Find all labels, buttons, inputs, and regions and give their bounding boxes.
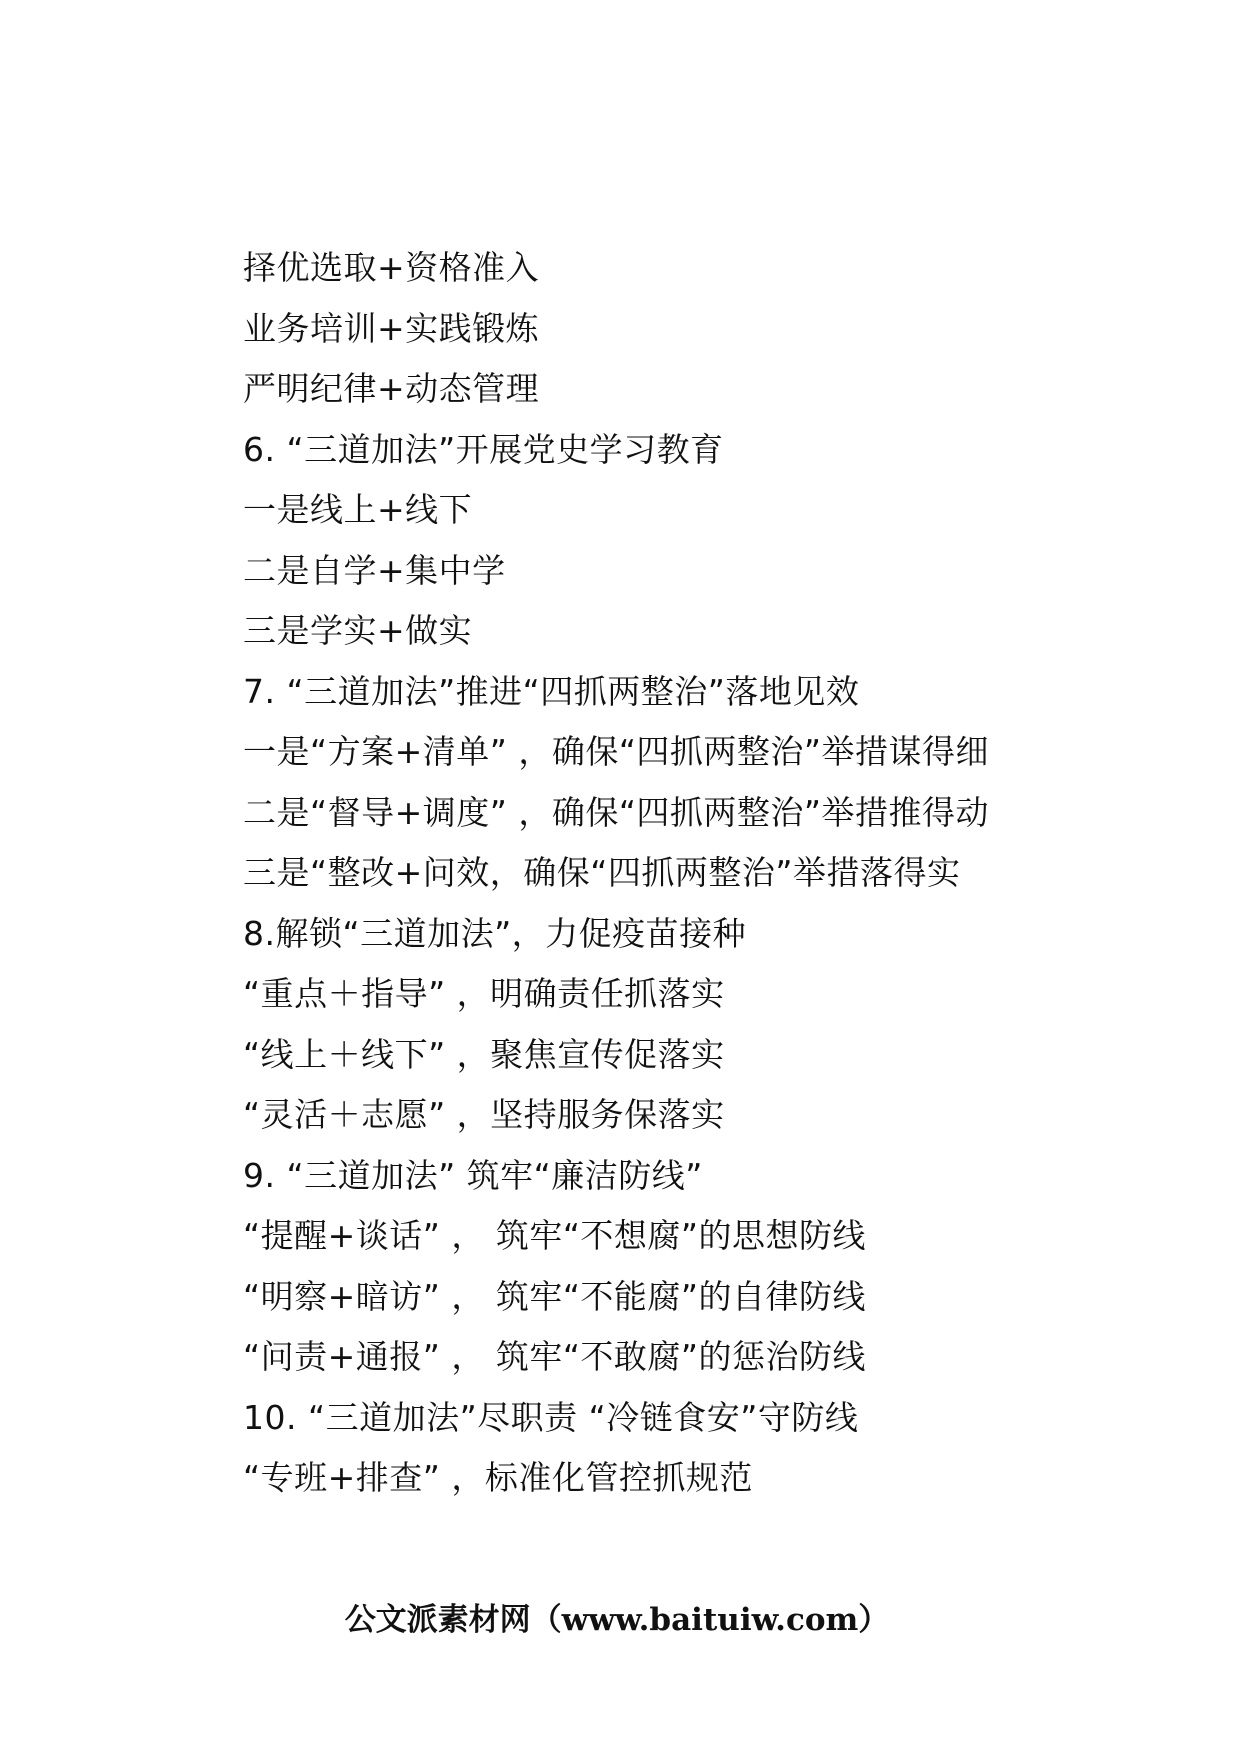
section-heading: 9. “三道加法” 筑牢“廉洁防线” [243, 1155, 703, 1195]
text-line: 三是学实+做实 [243, 611, 473, 650]
text-line: “提醒+谈话” ， 筑牢“不想腐”的思想防线 [243, 1216, 867, 1255]
section-heading: 6. “三道加法”开展党史学习教育 [243, 429, 724, 469]
text-line: “明察+暗访” ， 筑牢“不能腐”的自律防线 [243, 1276, 867, 1316]
text-line: “灵活＋志愿” ，坚持服务保落实 [243, 1095, 725, 1134]
text-line: 严明纪律+动态管理 [243, 369, 540, 408]
section-heading: 8.解锁“三道加法”，力促疫苗接种 [243, 913, 747, 953]
text-line: 择优选取+资格准入 [243, 248, 540, 287]
text-line: 三是“整改+问效，确保“四抓两整治”举措落得实 [243, 853, 961, 892]
text-line: 一是线上+线下 [243, 490, 473, 529]
text-line: “专班+排查” ，标准化管控抓规范 [243, 1458, 753, 1497]
section-heading: 10. “三道加法”尽职责 “冷链食安”守防线 [243, 1397, 859, 1437]
text-line: 业务培训+实践锻炼 [243, 308, 540, 348]
text-line: “线上＋线下” ，聚焦宣传促落实 [243, 1034, 725, 1074]
document-body [243, 238, 1143, 1509]
section-heading: 7. “三道加法”推进“四抓两整治”落地见效 [243, 671, 860, 711]
text-line: “问责+通报” ， 筑牢“不敢腐”的惩治防线 [243, 1337, 867, 1376]
text-line: 一是“方案+清单” ，确保“四抓两整治”举措谋得细 [243, 732, 990, 771]
text-line: 二是“督导+调度” ，确保“四抓两整治”举措推得动 [243, 792, 990, 832]
text-line: 二是自学+集中学 [243, 550, 506, 590]
text-line: “重点＋指导” ，明确责任抓落实 [243, 974, 725, 1013]
footer-watermark: 公文派素材网（www.baituiw.com） [344, 1602, 890, 1638]
